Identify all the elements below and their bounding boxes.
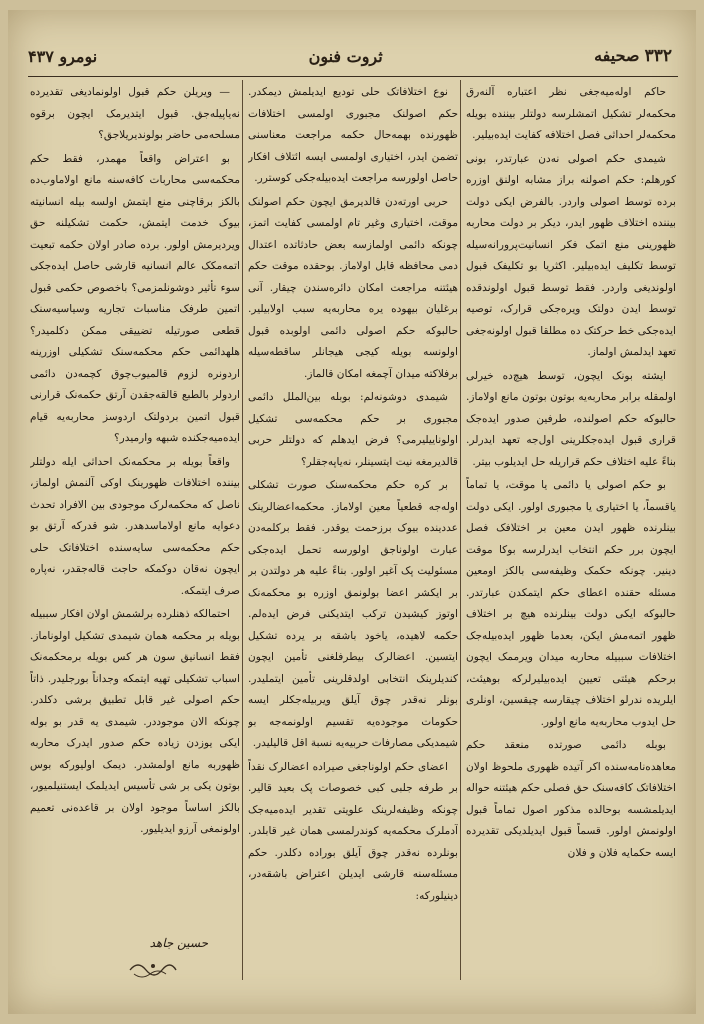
paragraph: ایشته بونک ایچون، توسط هیچ‌ده خیرلی اولمقله برابر محاربه‌یه بوتون بوتون مانع اولاماز. حالبوکه حکم اصولنده، طرفین صدور ایده‌جک قراری قبول ایده‌جکلرینی اول‌جه تعهد ایدرلر. بناءً علیه اختلاف حکم قراریله حل ایدیلوب بیتر. (466, 369, 676, 468)
paragraph: اعضای حکم اولوناجغی صیراده اعضالرک نقداً بر طرفه جلبی کبی خصوصات پک بعید قالیر. چونکه وظیفه‌لرینک علویتی تقدیر ایده‌میه‌جک آدملرک محکمه‌یه کوندرلمسی همان غیر قابلدر. بونلرده نه‌قدر چوق آیلق بوراده دکلدر. حکم مسئله‌سنه قارشی ایدیلن اعتراض باشقه‌در، دینیلورکه: (248, 760, 458, 902)
paragraph: — ویریلن حکم قبول اولونمادیغی تقدیرده نه‌یاپیله‌جق. قبول ایتدیرمک ایچون برقوه مسلحه‌می حاضر بولوندیریلاجق؟ (30, 86, 240, 141)
author-signature: حسین جاهد (149, 936, 208, 950)
paragraph: بر کره حکم محکمه‌سنک صورت تشکلی اوله‌جه قطعیاً معین اولاماز. محکمه‌اعضالرینک عددینده بیوک برزحمت یوقدر. فقط برکلمه‌دن عبارت اولوناجق اولورسه تحمل ایده‌جکی مسئولیت پک آغیر اولور. بناءً علیه هر دولتدن بر بر ایکشر اعضا بولونمق اوزره بو محکمه‌نک اوتوز کیشیدن ترکب ایتدیکنی فرض ایده‌لم. حکمه لاهیده، یاخود باشقه بر یرده تشکیل ایتسین. اعضالرک بیطرفلغنی تأمین ایچون کندیلرینک انتخابی اولدقلرینی تأمین ایتملیدر. بونلر نه‌قدر چوق آیلق ویربیله‌جکلر ایسه حکومات موجوده‌یه تقسیم اولونمه‌جه بو شیمدیکی مصارفات حربیه‌یه نسبة اقل قالیلیدر. (248, 479, 458, 749)
paragraph: احتمالکه ذهنلرده برلشمش اولان افکار سببیله بویله بر محکمه همان شیمدی تشکیل اولوناماز. فقط انسانیق سون هر کس بویله برمحکمه‌نک اسباب تشکیلی تهیه ایتمکه وجداناً بورجلیدر. ذاتاً حکم اصولی غیر قابل تطبیق برشی دکلدر. چونکه الان موجوددر. شیمدی یه قدر بو بوله ایکی یوزدن زیاده حکم صدور ایدرک محاربه ظهوربه مانع اولمشدر. دیمک اولیورکه بوس بوتون یکی بر شی تأسیس ایدیلمک ایستنیلمیور، بالکز اساساً موجود اولان بر قاعده‌نی تعمیم اولونمغی آرزو ایدیلیور. (30, 608, 240, 835)
paragraph: واقعاً بویله بر محکمه‌نک احداثی ایله دولتلر بیننده اختلافات ظهورینک اوکی آلنمش اولماز، ناصل که محکمه‌لرک موجودی بین الافراد تحدث دعوایه مانع اولاماسدهدر. شو قدرکه آرتق بو حکم محکمه‌سی سایه‌سنده اختلافاتک حلی ایچون نه‌قان دوکمکه حاجت قاله‌جقدر، نه‌پاره صرف ایتمکه. (30, 455, 240, 597)
journal-page (8, 10, 696, 1014)
paragraph: حاکم اوله‌میه‌جغی نظر اعتباره آلنه‌رق محکمه‌لر تشکیل اتمشلرسه دولتلر بیننده بویله محکمه‌لر احداثی فصل اختلافه کفایت ایده‌بیلیر. (466, 86, 676, 141)
paragraph: بو اعتراض واقعاً مهمدر، فقط حکم محکمه‌سی محاربات کافه‌سنه مانع اولاماوب‌ده بالکز برقاچنی منع ایتمش اولسه بیله انسانیته بیوک خدمت ایتمش، حکمت تشکیلنه حق ویردیرمش اولور. برده صادر اولان حکمه تبعیت اتمه‌مکک عالم انسانیه قارشی حاصل ایده‌جکی سوء تأثیر دوشونلمزمی؟ باخصوص حکمی قبول اتمین طرفک مناسبات تجاریه وسیاسیه‌سنک قطعی صورتیله تضییقی ممکن دکلمیدر؟ هلهدائمی حکم محکمه‌سنک تشکیلی اوزرینه اردونره لزوم قالمیوب‌چوق کچمه‌دن دائمی اردولر بالطبع قالقه‌جقدن آرتق حکمه‌نک قرارنی قبول اتمین بردولتک اردوسز محاربه‌یه قیام ایده‌میه‌جکنده شبهه وارمیدر؟ (30, 152, 240, 444)
header-rule (28, 76, 678, 77)
paragraph: حربی اورته‌دن قالدیرمق ایچون حکم اصولنک موقت، اختیاری وغیر تام اولمسی کفایت اتمز، چونکه دائمی اولمازسه بعض حادثاتده اعتدال دمی محافظه قابل اولاماز. بوحقده موقت حکم هیئتنه مراجعت امکان دائره‌سندن چیقار. آنی برغلیان بیهوده یره محاربه‌یه سبب اولابیلیر. حالبوکه حکم اصولی دائمی اولوبده قبول اولونسه بویله کیجی هیجانلر ساقطه‌سیله برفلاکته میدان آچمغه امکان قالماز. (248, 195, 458, 380)
paragraph: بو حکم اصولی یا دائمی یا موقت، یا تماماً یاقسماً، یا اختیاری یا مجبوری اولور. ایکی دولت بینلرنده ظهور ایدن معین بر اختلافک فصل ایچون برر حکم انتخاب ایدرلرسه بوکا موقت دینیر. چونکه حکمک وظیفه‌سی بالکز اومعین مسئله حقنده اعطای حکم ایتمکدن عبارتدر. حالبوکه ایکی دولت بینلرنده هیچ بر اختلاف ظهور اتمه‌مش ایکن، بعدما ظهور ایده‌بیله‌جک اختلافات سببیله محاربه میدان ویرممک ایچون برحکم هیئتی تعیین ایده‌بیلیرلرکه بوهیئت، ایلریده ندرلو اختلاف چیقارسه چیقسین، اونلری حل ایدوب محاربه‌یه مانع اولور. (466, 479, 676, 728)
paragraph: نوع اختلافاتک حلی تودیع ایدیلمش دیمکدر. حکم اصولنک مجبوری اولمسی اختلافات ظهورنده بهمه‌حال حکمه مراجعت معناسنی تضمن ایدر، اختیاری اولمسی ایسه ائتلاف افکار حاصل اولورسه مراجعت ایده‌بیله‌جکی کوسترر. (248, 86, 458, 184)
page-number: ۳۳۲ (644, 46, 672, 66)
text-column-left (30, 82, 240, 942)
page-header (28, 38, 678, 74)
journal-title: ثروت فنون (308, 46, 383, 66)
page-label: صحیفه (594, 46, 640, 65)
column-divider (242, 80, 243, 980)
column-divider (460, 80, 461, 980)
ornament-icon (128, 958, 178, 982)
paragraph: شیمدی حکم اصولی نه‌دن عبارتدر، بونی کورهلم: حکم اصولنه براز مشابه اولنق اوزره برده توسط اصولی واردر. بالفرض ایکی دولت بیننده اختلاف ظهور ایدر، دیکر بر دولت محاربه ظهورینی منع اتمک فکر انسانیت‌پرورانه‌سیله توسط تکلیف ایده‌بیلیر. اکثریا بو تکلیفک قبول اولوندیغی واردر. فقط توسط قبول اولوندقده توسط ایدن دولتک ویره‌جکی قرارک، توصیه ایده‌جکی خط حرکتک ده مطلقا قبول اولونه‌جغی تعهد ایدلمش اولماز. (466, 152, 676, 358)
header-right (594, 46, 678, 66)
text-column-right (466, 82, 676, 892)
text-column-middle (248, 82, 458, 982)
issue-label: نومرو ۴۳۷ (28, 46, 98, 66)
paragraph: شیمدی دوشونه‌لم: بوبله بین‌الملل دائمی مجبوری بر حکم محکمه‌سی تشکیل اولوناییلیرمی؟ فرض ایدهلم که دولتلر حربی قالدیرمغه نیت ایتسینلر، نه‌یاپه‌جقلر؟ (248, 391, 458, 468)
paragraph: بوبله دائمی صورتده منعقد حکم معاهده‌نامه‌سنده اکر آتیده ظهوری ملحوظ اولان اختلافاتک کافه‌سنک حق فصلی حکم هیئتنه حواله ایدیلمشسه بوحالده مذکور اصول تماماً قبول اولونمش اولور. قسماً قبول ایدیلدیکی تقدیرده ایسه حکمایه فلان و فلان (466, 739, 676, 859)
